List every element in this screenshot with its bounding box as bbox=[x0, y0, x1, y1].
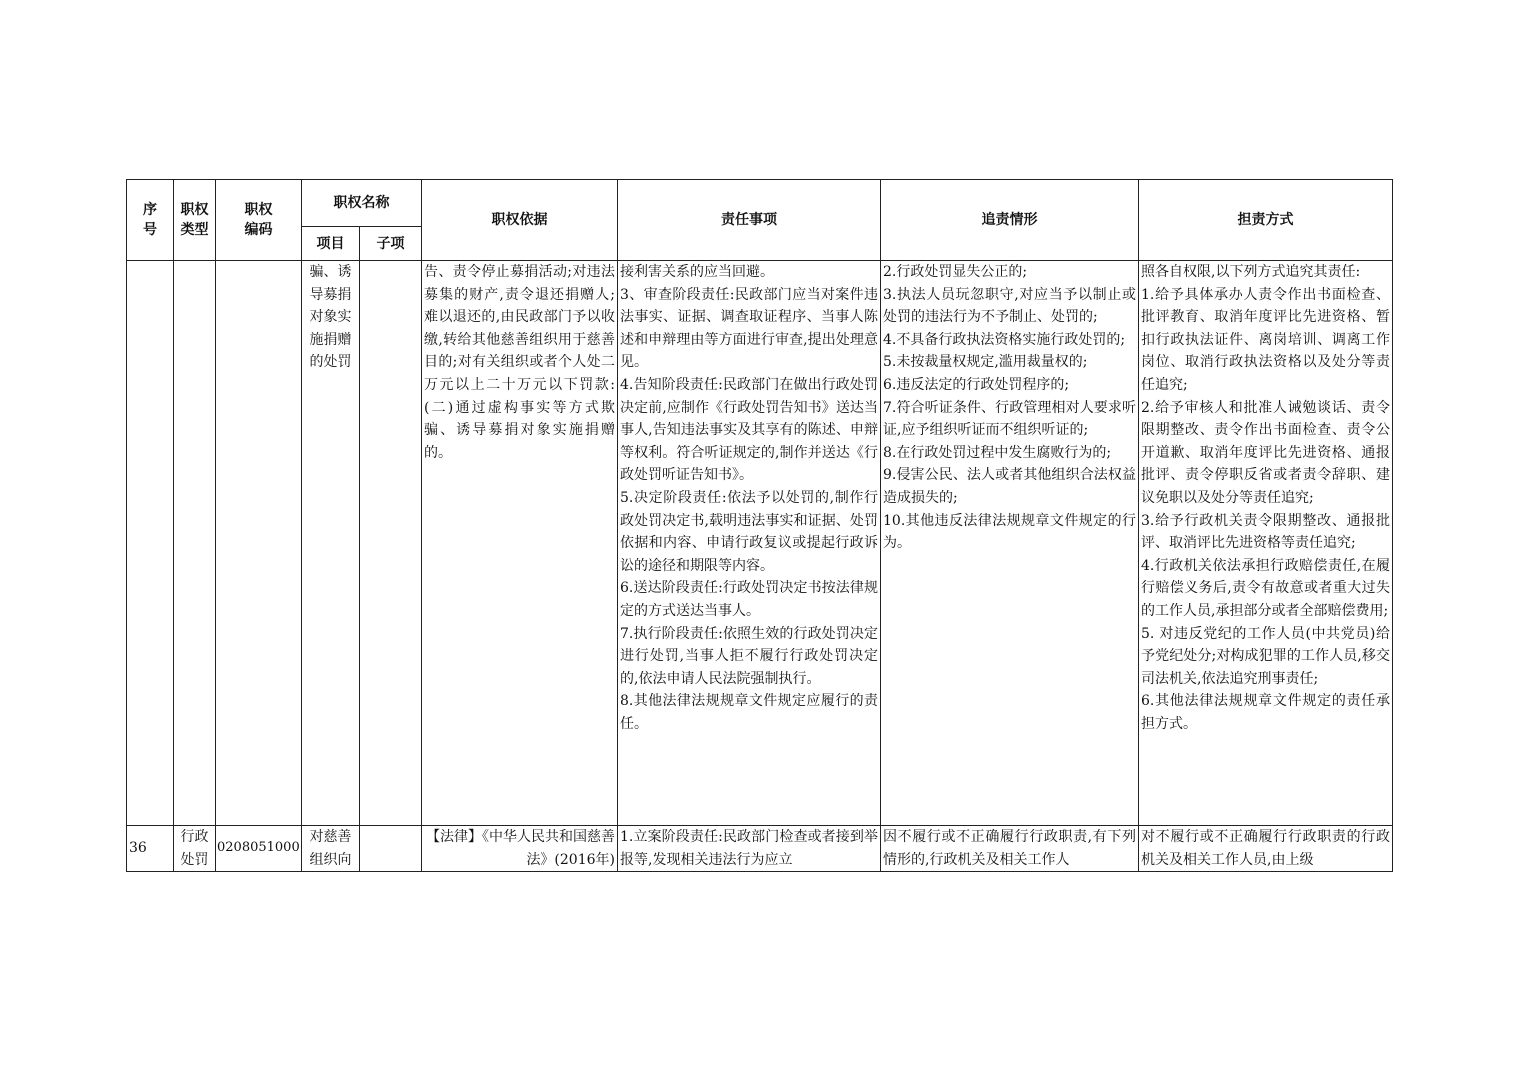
cell-subitem bbox=[360, 261, 422, 826]
cell-accountability: 2.行政处罚显失公正的; 3.执法人员玩忽职守,对应当予以制止或处罚的违法行为不予制止、处罚的; 4.不具备行政执法资格实施行政处罚的; 5.未按裁量权规定,滥用裁量权的; 6.违反法定的行政处罚程序的; 7.符合听证条件、行政管理相对人要求听证,应予组织听证而不组织听证的; 8.在行政处罚过程中发生腐败行为的; 9.侵害公民、法人或者其他组织合法权益造成损失的; 10.其他违反法律法规规章文件规定的行为。 bbox=[881, 261, 1139, 826]
table-row bbox=[127, 261, 1393, 826]
header-name: 职权名称 bbox=[302, 180, 422, 227]
cell-method: 对不履行或不正确履行行政职责的行政机关及相关工作人员,由上级 bbox=[1139, 826, 1393, 872]
cell-code bbox=[216, 261, 302, 826]
cell-accountability: 因不履行或不正确履行行政职责,有下列情形的,行政机关及相关工作人 bbox=[881, 826, 1139, 872]
cell-type bbox=[174, 261, 216, 826]
header-seq: 序 号 bbox=[127, 180, 174, 261]
cell-duty: 1.立案阶段责任:民政部门检查或者接到举报等,发现相关违法行为应立 bbox=[618, 826, 881, 872]
cell-code: 0208051000 bbox=[216, 826, 302, 872]
header-type: 职权 类型 bbox=[174, 180, 216, 261]
cell-duty: 接利害关系的应当回避。 3、审查阶段责任:民政部门应当对案件违法事实、证据、调查取证程序、当事人陈述和申辩理由等方面进行审查,提出处理意见。 4.告知阶段责任:民政部门在做出行政处罚决定前,应制作《行政处罚告知书》送达当事人,告知违法事实及其享有的陈述、申辩等权利。符合听证规定的,制作并送达《行政处罚听证告知书》。 5.决定阶段责任:依法予以处罚的,制作行政处罚决定书,载明违法事实和证据、处罚依据和内容、申请行政复议或提起行政诉讼的途径和期限等内容。 6.送达阶段责任:行政处罚决定书按法律规定的方式送达当事人。 7.执行阶段责任:依照生效的行政处罚决定进行处罚,当事人拒不履行行政处罚决定的,依法申请人民法院强制执行。 8.其他法律法规规章文件规定应履行的责任。 bbox=[618, 261, 881, 826]
table-row bbox=[127, 826, 1393, 872]
header-item: 项目 bbox=[302, 227, 360, 261]
cell-seq: 36 bbox=[127, 826, 174, 872]
cell-basis: 【法律】《中华人民共和国慈善法》(2016年) bbox=[422, 826, 618, 872]
cell-subitem bbox=[360, 826, 422, 872]
cell-seq bbox=[127, 261, 174, 826]
header-method: 担责方式 bbox=[1139, 180, 1393, 261]
header-accountability: 追责情形 bbox=[881, 180, 1139, 261]
responsibility-table bbox=[126, 179, 1393, 872]
cell-item: 对慈善 组织向 bbox=[302, 826, 360, 872]
cell-type: 行政 处罚 bbox=[174, 826, 216, 872]
header-basis: 职权依据 bbox=[422, 180, 618, 261]
cell-item: 骗、诱 导募捐 对象实 施捐赠 的处罚 bbox=[302, 261, 360, 826]
header-duty: 责任事项 bbox=[618, 180, 881, 261]
table-header bbox=[127, 180, 1393, 261]
cell-method: 照各自权限,以下列方式追究其责任: 1.给予具体承办人责令作出书面检查、批评教育、取消年度评比先进资格、暂扣行政执法证件、离岗培训、调离工作岗位、取消行政执法资格以及处分等责任追究; 2.给予审核人和批准人诫勉谈话、责令限期整改、责令作出书面检查、责令公开道歉、取消年度评比先进资格、通报批评、责令停职反省或者责令辞职、建议免职以及处分等责任追究; 3.给予行政机关责令限期整改、通报批评、取消评比先进资格等责任追究; 4.行政机关依法承担行政赔偿责任,在履行赔偿义务后,责令有故意或者重大过失的工作人员,承担部分或者全部赔偿费用; 5. 对违反党纪的工作人员(中共党员)给予党纪处分;对构成犯罪的工作人员,移交司法机关,依法追究刑事责任; 6.其他法律法规规章文件规定的责任承担方式。 bbox=[1139, 261, 1393, 826]
cell-basis: 告、责令停止募捐活动;对违法募集的财产,责令退还捐赠人;难以退还的,由民政部门予以收缴,转给其他慈善组织用于慈善目的;对有关组织或者个人处二万元以上二十万元以下罚款:(二)通过虚构事实等方式欺骗、诱导募捐对象实施捐赠的。 bbox=[422, 261, 618, 826]
header-code: 职权 编码 bbox=[216, 180, 302, 261]
header-subitem: 子项 bbox=[360, 227, 422, 261]
